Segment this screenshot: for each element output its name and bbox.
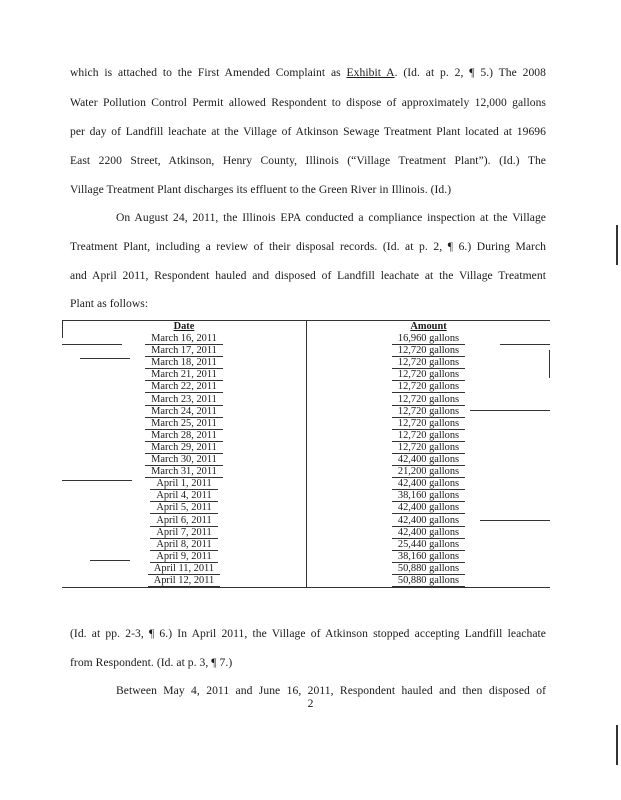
paragraph-4-line-1: Between May 4, 2011 and June 16, 2011, Respondent hauled and then disposed of (116, 684, 546, 697)
row-date: April 12, 2011 (148, 575, 221, 587)
row-date: March 22, 2011 (145, 381, 223, 393)
row-amount: 42,400 gallons (392, 454, 465, 466)
row-amount: 12,720 gallons (392, 369, 465, 381)
row-amount: 42,400 gallons (392, 515, 465, 527)
table-row (62, 527, 550, 539)
row-date: March 21, 2011 (145, 369, 223, 381)
table-row (62, 563, 550, 575)
scan-rule (80, 358, 130, 359)
row-date: April 1, 2011 (150, 478, 217, 490)
table-row (62, 551, 550, 563)
scan-rule (62, 320, 63, 338)
table-row (62, 357, 550, 369)
row-amount: 42,400 gallons (392, 527, 465, 539)
scan-rule (470, 410, 550, 411)
header-amount: Amount (307, 321, 551, 334)
row-amount: 42,400 gallons (392, 502, 465, 514)
row-date: March 24, 2011 (145, 406, 223, 418)
paragraph-1-line-2: Water Pollution Control Permit allowed Respondent to dispose of approximately 12,000 gallons (70, 96, 546, 109)
table-row (62, 575, 550, 588)
row-date: March 31, 2011 (145, 466, 223, 478)
table-row (62, 345, 550, 357)
row-date: March 18, 2011 (145, 357, 223, 369)
scan-rule (549, 350, 550, 378)
row-amount: 16,960 gallons (392, 333, 465, 345)
row-amount: 21,200 gallons (392, 466, 465, 478)
row-date: March 17, 2011 (145, 345, 223, 357)
row-date: April 7, 2011 (150, 527, 217, 539)
table-row (62, 418, 550, 430)
row-date: March 29, 2011 (145, 442, 223, 454)
row-date: March 30, 2011 (145, 454, 223, 466)
row-amount: 12,720 gallons (392, 418, 465, 430)
header-date: Date (62, 321, 307, 334)
table-header-row (62, 321, 550, 334)
table-row (62, 539, 550, 551)
row-date: April 11, 2011 (148, 563, 220, 575)
paragraph-2-line-2: Treatment Plant, including a review of their disposal records. (Id. at p. 2, ¶ 6.) During March (70, 240, 546, 253)
scan-rule (500, 344, 550, 345)
paragraph-3-line-1: (Id. at pp. 2-3, ¶ 6.) In April 2011, the Village of Atkinson stopped accepting Landfill leachate (70, 627, 546, 640)
scan-edge-mark (616, 725, 618, 765)
paragraph-2-line-4: Plant as follows: (70, 297, 149, 310)
paragraph-1-line-3: per day of Landfill leachate at the Village of Atkinson Sewage Treatment Plant located at 19696 (70, 125, 546, 138)
scan-rule (62, 344, 122, 345)
row-amount: 12,720 gallons (392, 345, 465, 357)
row-amount: 12,720 gallons (392, 381, 465, 393)
row-date: April 5, 2011 (150, 502, 217, 514)
scan-edge-mark (616, 225, 618, 265)
row-amount: 12,720 gallons (392, 394, 465, 406)
row-amount: 38,160 gallons (392, 490, 465, 502)
paragraph-1-line-5: Village Treatment Plant discharges its effluent to the Green River in Illinois. (Id.) (70, 183, 452, 196)
exhibit-a-reference: Exhibit A (346, 66, 395, 79)
scan-rule (480, 520, 550, 521)
scan-rule (62, 480, 132, 481)
table-row (62, 369, 550, 381)
paragraph-2-line-1: On August 24, 2011, the Illinois EPA conducted a compliance inspection at the Village (116, 211, 546, 224)
table-row (62, 430, 550, 442)
row-amount: 38,160 gallons (392, 551, 465, 563)
paragraph-1-line-4: East 2200 Street, Atkinson, Henry County, Illinois (“Village Treatment Plant”). (Id.) The (70, 154, 546, 167)
paragraph-1-line-1: which is attached to the First Amended Complaint as Exhibit A. (Id. at p. 2, ¶ 5.) The 2008 (70, 66, 547, 79)
table-row (62, 478, 550, 490)
row-amount: 42,400 gallons (392, 478, 465, 490)
table-row (62, 466, 550, 478)
paragraph-3-line-2: from Respondent. (Id. at p. 3, ¶ 7.) (70, 656, 233, 669)
row-date: March 16, 2011 (145, 333, 223, 345)
table-row (62, 406, 550, 418)
table-row (62, 381, 550, 393)
row-date: April 9, 2011 (150, 551, 217, 563)
table-row (62, 442, 550, 454)
scan-rule (90, 560, 130, 561)
leachate-disposal-table (62, 320, 550, 588)
table-row (62, 502, 550, 514)
table-row (62, 490, 550, 502)
row-date: April 8, 2011 (150, 539, 217, 551)
row-date: April 4, 2011 (150, 490, 217, 502)
row-date: April 6, 2011 (150, 515, 217, 527)
table-row (62, 333, 550, 345)
table-row (62, 454, 550, 466)
row-date: March 28, 2011 (145, 430, 223, 442)
table-row (62, 515, 550, 527)
page-number: 2 (307, 697, 314, 710)
row-amount: 12,720 gallons (392, 430, 465, 442)
table-row (62, 394, 550, 406)
row-amount: 12,720 gallons (392, 357, 465, 369)
row-amount: 12,720 gallons (392, 442, 465, 454)
row-amount: 25,440 gallons (392, 539, 465, 551)
row-amount: 50,880 gallons (392, 563, 465, 575)
row-amount: 50,880 gallons (392, 575, 465, 587)
row-date: March 25, 2011 (145, 418, 223, 430)
row-amount: 12,720 gallons (392, 406, 465, 418)
paragraph-2-line-3: and April 2011, Respondent hauled and disposed of Landfill leachate at the Village Treatment (70, 269, 546, 282)
row-date: March 23, 2011 (145, 394, 223, 406)
